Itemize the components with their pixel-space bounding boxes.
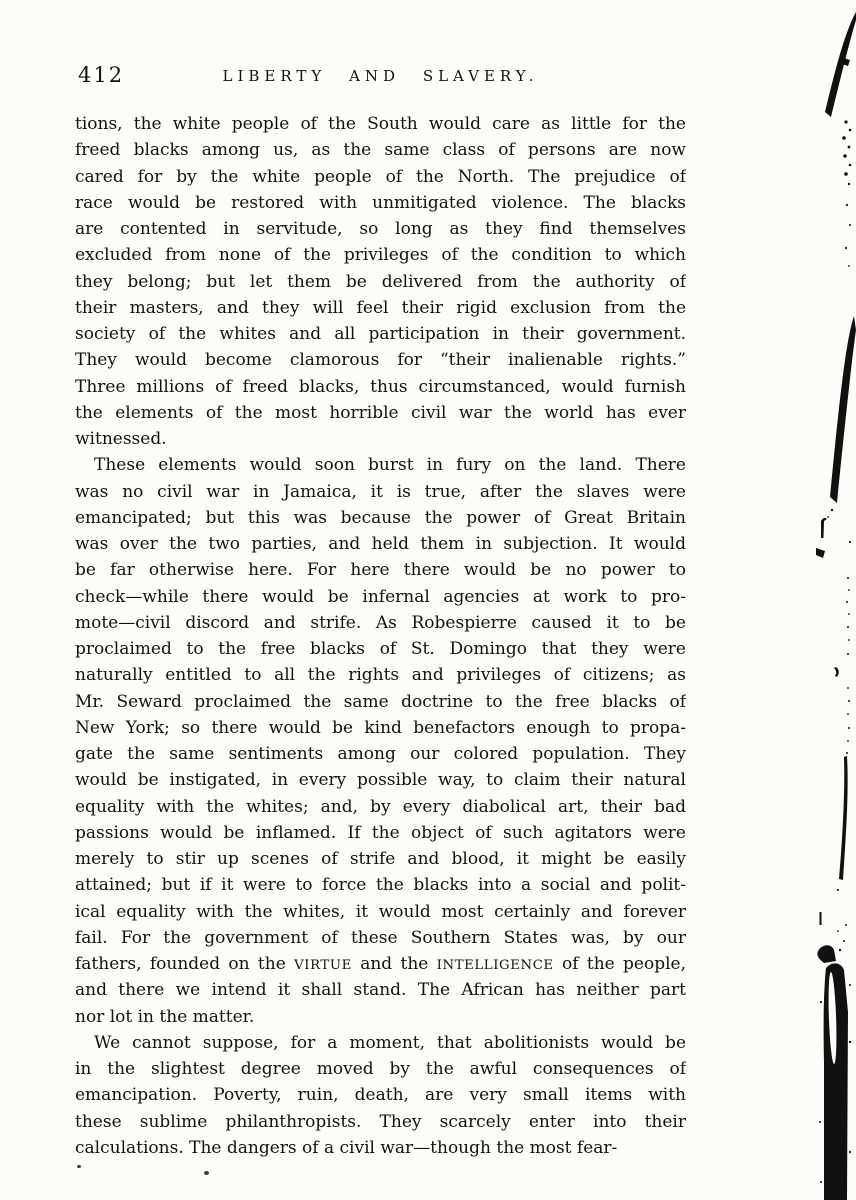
text-line: society of the whites and all participation in their government. [75, 324, 686, 344]
text-line: check—while there would be infernal agencies at work to pro- [75, 586, 686, 607]
ink-slash-top [825, 12, 856, 117]
text-line: calculations. The dangers of a civil war—though the most fear- [75, 1137, 618, 1158]
paragraph [75, 452, 686, 1030]
text-line: be far otherwise here. For here there would be no power to [75, 560, 686, 581]
ink-dot-column [834, 577, 850, 754]
text-line: passions would be inflamed. If the object of such agitators were [75, 822, 686, 843]
text-line: are contented in servitude, so long as they find themselves [75, 219, 686, 239]
text-line: merely to stir up scenes of strife and blood, it might be easily [75, 849, 686, 869]
text-line: New York; so there would be kind benefactors enough to propa- [75, 717, 686, 738]
paragraph [75, 1030, 686, 1161]
scan-artifacts-right-edge [780, 0, 856, 1200]
text-line: was over the two parties, and held them in subjection. It would [75, 534, 686, 554]
text-line: cared for by the white people of the North. The prejudice of [75, 166, 686, 187]
text-line: these sublime philanthropists. They scarcely enter into their [75, 1111, 686, 1132]
text-line: freed blacks among us, as the same class of persons are now [75, 140, 686, 161]
text-line: They would become clamorous for “their inalienable rights.” [75, 350, 686, 371]
text-line: in the slightest degree moved by the awful consequences of [75, 1059, 686, 1079]
ink-streak-lower [820, 756, 848, 925]
text-line: equality with the whites; and, by every diabolical art, their bad [75, 796, 686, 817]
text-line: tions, the white people of the South would care as little for the [75, 114, 686, 134]
page-number: 412 [78, 63, 125, 87]
ink-flecks-middle [816, 518, 851, 558]
text-line: gate the same sentiments among our colored population. They [75, 744, 686, 764]
running-header-title: LIBERTY AND SLAVERY. [222, 67, 539, 85]
text-line: they belong; but let them be delivered from the authority of [75, 271, 686, 292]
text-line: naturally entitled to all the rights and privileges of citizens; as [75, 665, 686, 686]
text-line: would be instigated, in every possible way, to claim their natural [75, 770, 686, 791]
text-line: witnessed. [75, 429, 167, 449]
text-line: Mr. Seward proclaimed the same doctrine to the free blacks of [75, 691, 686, 712]
text-line: These elements would soon burst in fury on the land. There [94, 455, 686, 476]
text-line: ical equality with the whites, it would most certainly and forever [75, 901, 686, 922]
text-line: excluded from none of the privileges of the condition to which [75, 245, 686, 266]
text-line: Three millions of freed blacks, thus circumstanced, would furnish [75, 376, 686, 397]
text-line: mote—civil discord and strife. As Robespierre caused it to be [75, 612, 686, 633]
text-line: fathers, founded on the VIRTUE and the INTELLIGENCE of the people, [75, 954, 686, 974]
ink-slash-middle [827, 316, 856, 518]
text-line: and there we intend it shall stand. The African has neither part [75, 980, 686, 1001]
scan-speck [77, 1165, 81, 1168]
ink-smudge-bottom [817, 924, 851, 1200]
text-line: attained; but if it were to force the blacks into a social and polit- [75, 875, 686, 896]
ink-speckle-trail-top [842, 120, 851, 267]
text-line: their masters, and they will feel their rigid exclusion from the [75, 297, 686, 318]
text-line: the elements of the most horrible civil war the world has ever [75, 402, 686, 423]
scan-speck [204, 1171, 209, 1175]
text-line: fail. For the government of these Southern States was, by our [75, 927, 686, 948]
text-line: emancipated; but this was because the power of Great Britain [75, 507, 686, 528]
text-line: emancipation. Poverty, ruin, death, are very small items with [75, 1085, 686, 1106]
text-line: We cannot suppose, for a moment, that abolitionists would be [94, 1032, 686, 1053]
text-line: proclaimed to the free blacks of St. Domingo that they were [75, 639, 686, 659]
text-line: was no civil war in Jamaica, it is true, after the slaves were [75, 481, 686, 502]
text-line: nor lot in the matter. [75, 1006, 255, 1027]
paragraph [75, 111, 686, 452]
page-body [75, 111, 686, 1161]
text-line: race would be restored with unmitigated violence. The blacks [75, 192, 686, 213]
